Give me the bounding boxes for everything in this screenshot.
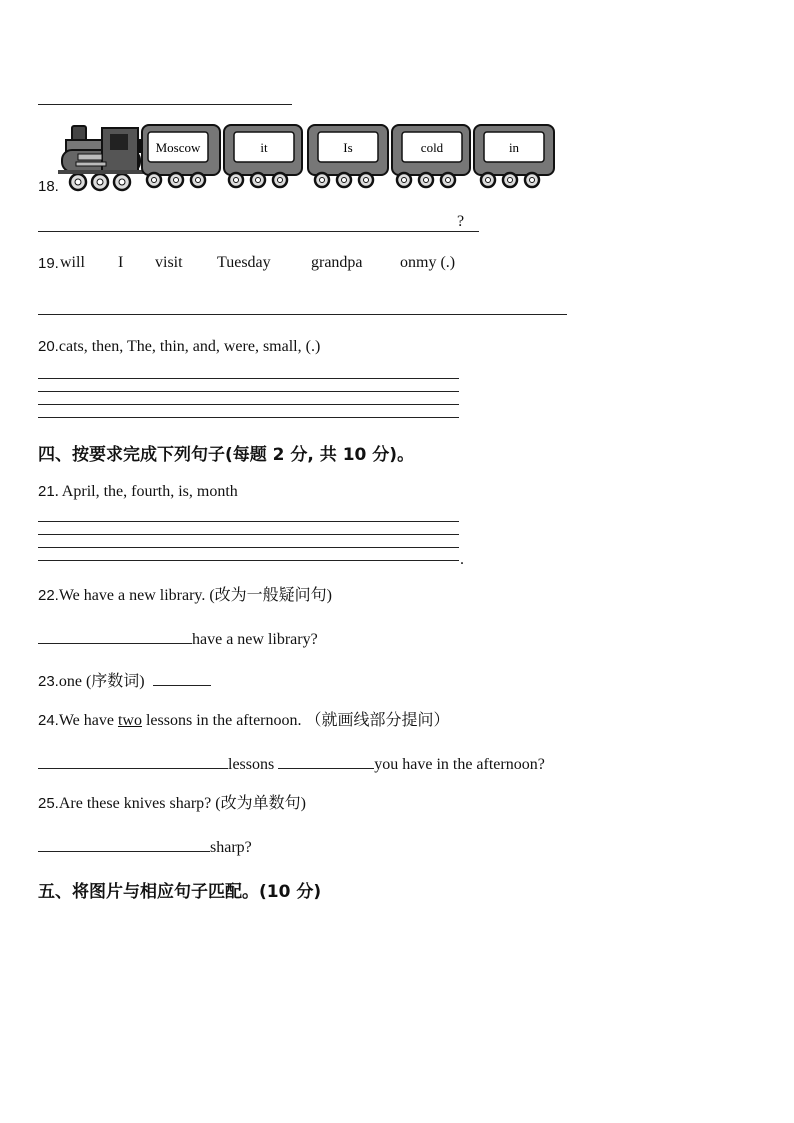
answer-blank[interactable] (153, 670, 211, 686)
question-number: 25. (38, 795, 59, 812)
train-word-3: Is (343, 140, 353, 155)
question-21 (38, 482, 238, 502)
word-tile: onmy (.) (400, 254, 456, 271)
answer-line-20c[interactable] (38, 404, 459, 405)
answer-row-24 (38, 753, 545, 775)
answer-blank[interactable] (278, 753, 374, 769)
answer-blank[interactable] (38, 753, 228, 769)
question-number: 22. (38, 587, 59, 604)
train-car-3 (308, 125, 388, 187)
question-19 (38, 254, 59, 274)
question-prompt: Are these knives sharp? (改为单数句) (58, 795, 306, 812)
question-prompt: We have a new library. (改为一般疑问句) (58, 587, 333, 604)
train-car-5 (474, 125, 554, 187)
answer-line-21c[interactable] (38, 547, 459, 548)
question-number: 23. (38, 673, 59, 690)
answer-tail: have a new library? (192, 631, 318, 648)
train-word-4: cold (420, 140, 444, 155)
answer-line-20a[interactable] (38, 378, 459, 379)
word-tile: Tuesday (217, 254, 271, 271)
train-word-1: Moscow (155, 140, 201, 155)
answer-mid: lessons (228, 756, 275, 773)
train-car-1 (142, 125, 220, 187)
train-car-2 (224, 125, 302, 187)
question-25 (38, 794, 306, 814)
question-20 (38, 337, 320, 357)
underlined-word: two (117, 712, 142, 729)
train-illustration (58, 122, 558, 194)
word-tile: grandpa (311, 254, 363, 271)
question-23 (38, 670, 211, 692)
answer-line-20d[interactable] (38, 417, 459, 418)
answer-line-19[interactable] (38, 314, 567, 315)
question-number: 24. (38, 712, 59, 729)
section-heading: 四、按要求完成下列句子(每题 2 分, 共 10 分)。 (38, 445, 415, 465)
question-18 (38, 177, 59, 197)
answer-blank[interactable] (38, 836, 210, 852)
word-tile: will (60, 254, 85, 271)
answer-tail: you have in the afternoon? (374, 756, 545, 773)
question-number: 20. (38, 338, 59, 355)
answer-line[interactable] (38, 104, 292, 105)
answer-row-25 (38, 836, 252, 858)
train-car-4 (392, 125, 470, 187)
section-heading: 五、将图片与相应句子匹配。(10 分) (38, 882, 322, 902)
question-mark: ? (457, 213, 465, 230)
question-22 (38, 586, 332, 606)
locomotive-icon (58, 126, 144, 190)
train-word-5: in (508, 140, 520, 155)
answer-row-22 (38, 628, 318, 650)
question-number: 21 (38, 483, 55, 500)
answer-line-21a[interactable] (38, 521, 459, 522)
question-number: 18. (38, 178, 59, 195)
answer-tail: sharp? (210, 839, 252, 856)
question-prompt: one (序数词) (58, 673, 145, 690)
question-24 (38, 711, 450, 731)
answer-line-18[interactable] (38, 231, 479, 232)
question-words: cats, then, The, thin, and, were, small, (.) (58, 338, 321, 355)
word-tile: visit (155, 254, 183, 271)
question-prompt-start: We have (58, 712, 118, 729)
answer-line-21b[interactable] (38, 534, 459, 535)
train-word-2: it (260, 140, 268, 155)
answer-line-20b[interactable] (38, 391, 459, 392)
answer-blank[interactable] (38, 628, 192, 644)
question-prompt-end: lessons in the afternoon. （就画线部分提问） (141, 712, 450, 729)
word-tile: I (118, 254, 124, 271)
question-number: 19. (38, 255, 59, 272)
question-words: . April, the, fourth, is, month (54, 483, 238, 500)
answer-line-21d[interactable] (38, 560, 459, 561)
period-mark: . (460, 551, 464, 568)
